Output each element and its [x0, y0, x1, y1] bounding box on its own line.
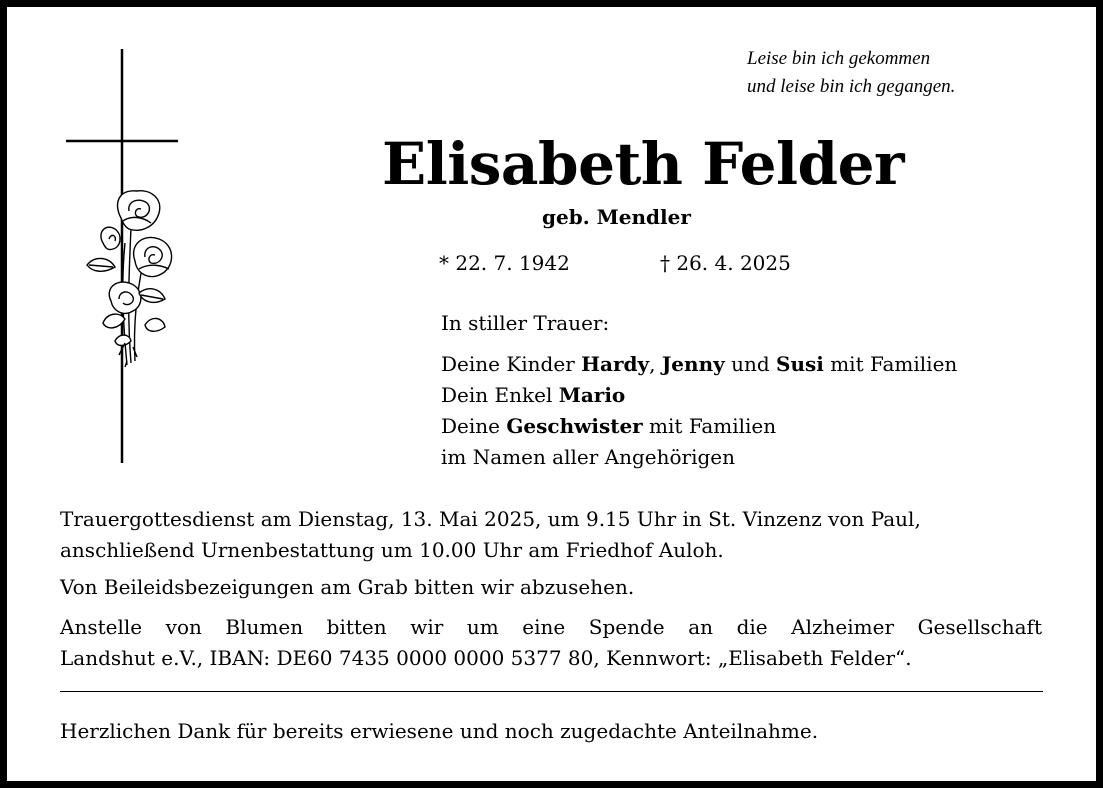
quote-line-2: und leise bin ich gegangen. — [747, 76, 956, 97]
mourner-others: im Namen aller Angehörigen — [441, 445, 736, 469]
mourners-list — [441, 349, 957, 473]
donation-info — [60, 612, 1042, 674]
quote-line-1: Leise bin ich gekommen — [747, 48, 931, 69]
mourner-grandchild: Dein Enkel Mario — [441, 383, 626, 407]
thanks-note: Herzlichen Dank für bereits erwiesene und noch zugedachte Anteilnahme. — [60, 719, 819, 743]
donation-line-1: Anstelle von Blumen bitten wir um eine Spende an die Alzheimer Gesellschaft — [60, 615, 1042, 639]
birth-date: * 22. 7. 1942 — [439, 251, 570, 275]
service-line-2: anschließend Urnenbestattung um 10.00 Uhr am Friedhof Auloh. — [60, 538, 724, 562]
donation-line-2: Landshut e.V., IBAN: DE60 7435 0000 0000 5377 80, Kennwort: „Elisabeth Felder“. — [60, 646, 912, 670]
service-line-1: Trauergottesdienst am Dienstag, 13. Mai 2025, um 9.15 Uhr in St. Vinzenz von Paul, — [60, 507, 921, 531]
service-info — [60, 504, 921, 566]
death-date: † 26. 4. 2025 — [660, 251, 791, 275]
mourner-siblings: Deine Geschwister mit Familien — [441, 414, 777, 438]
rose-icon — [87, 191, 172, 367]
birth-name: geb. Mendler — [542, 205, 691, 229]
deceased-name: Elisabeth Felder — [382, 130, 905, 198]
mourners-heading: In stiller Trauer: — [441, 311, 610, 335]
divider — [60, 691, 1043, 692]
mourner-children: Deine Kinder Hardy, Jenny und Susi mit Familien — [441, 352, 958, 376]
memorial-quote — [747, 45, 955, 101]
condolence-note: Von Beileidsbezeigungen am Grab bitten wir abzusehen. — [60, 575, 635, 599]
cross-with-roses-icon — [51, 43, 181, 468]
